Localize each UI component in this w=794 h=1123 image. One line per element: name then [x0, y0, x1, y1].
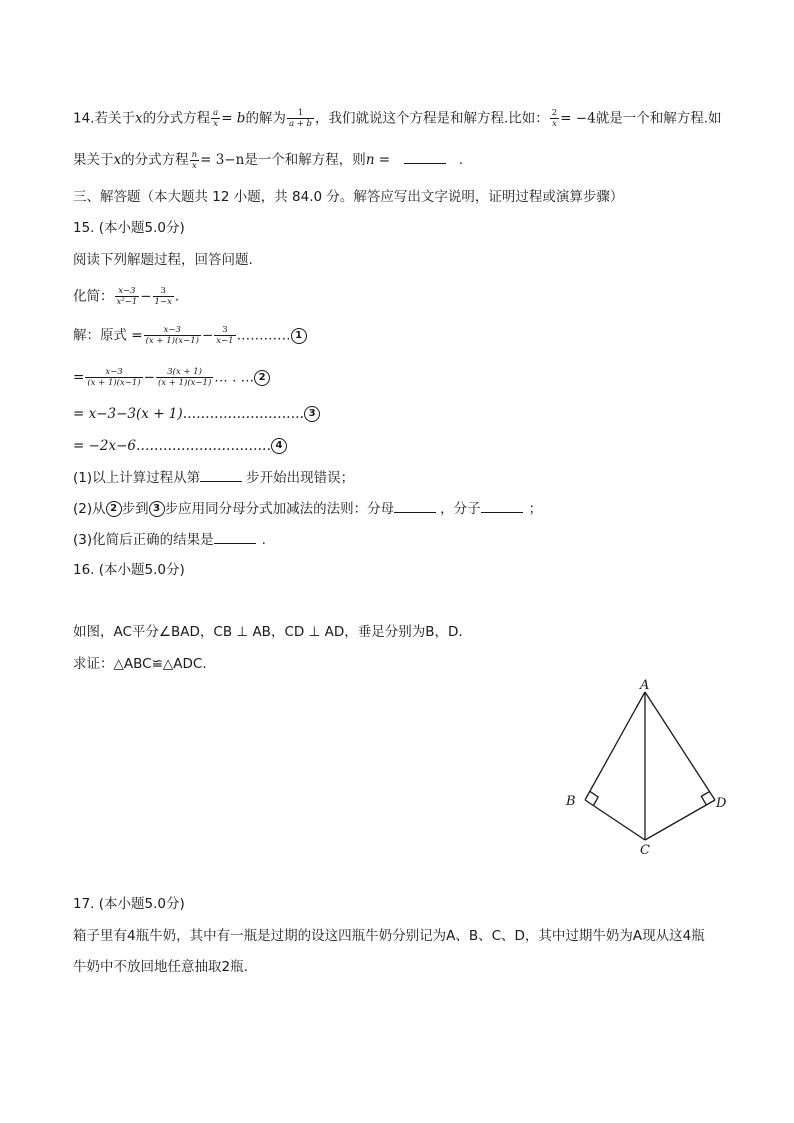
q15-simplify: 化简： $\frac{x-3}{\text{x²−1}}$ − $\frac{3}{1-x}$ . — [73, 286, 180, 307]
q15-step4: = −2x−6………………………… 4 — [73, 436, 287, 456]
q16-given: 如图，AC平分∠BAD，CB ⊥ AB，CD ⊥ AD，垂足分别为B，D. — [73, 624, 463, 640]
q15-question2: (2)从 2 步到 3 步应用同分母分式加减法的法则：分母 ，分子 ； — [73, 498, 542, 519]
step-marker-2: 2 — [254, 370, 270, 386]
q17-line2: 牛奶中不放回地任意抽取2瓶. — [73, 959, 248, 975]
q15-step2: = $\frac{x-3}{(x + 1)(x-1)}$ − $\frac{3(x + 1)}{(x + 1)(x-1)}$ … . … 2 — [73, 367, 270, 388]
fraction-n-over-x: $\frac{n}{x}$ — [191, 149, 198, 171]
vertex-label-b: B — [566, 794, 576, 809]
answer-blank[interactable] — [214, 529, 256, 544]
answer-blank[interactable] — [404, 149, 446, 164]
q16-header: 16. (本小题5.0分) — [73, 562, 185, 578]
q15-question1: (1)以上计算过程从第 步开始出现错误； — [73, 467, 354, 488]
step-marker-3: 3 — [304, 406, 320, 422]
fraction-2-over-x: $\frac{2}{x}$ — [551, 108, 558, 129]
q15-header: 15. (本小题5.0分) — [73, 220, 185, 236]
vertex-label-d: D — [716, 796, 727, 811]
vertex-label-c: C — [640, 843, 650, 858]
vertex-label-a: A — [640, 678, 650, 693]
answer-blank[interactable] — [481, 498, 523, 513]
kite-figure — [555, 676, 745, 861]
answer-blank[interactable] — [394, 498, 436, 513]
fraction-a-over-x: $\frac{a}{x}$ — [213, 108, 219, 129]
q14-line1: 14.若关于x的分式方程 $\frac{a}{x}$ = b的解为 $\frac{1}{a + b}$ ，我们就说这个方程是和解方程.比如： $\frac{2}{x}$ = −4就是一个和解方程.如 — [73, 108, 722, 129]
q15-step3: = x−3−3(x + 1)……………………… 3 — [73, 404, 320, 424]
step-marker-1: 1 — [291, 328, 307, 344]
fraction-1-over-a-plus-b: $\frac{1}{a + b}$ — [288, 108, 312, 129]
section-title: 三、解答题（本大题共 12 小题，共 84.0 分。解答应写出文字说明，证明过程或演算步骤） — [73, 189, 624, 205]
q15-intro: 阅读下列解题过程，回答问题. — [73, 252, 253, 268]
q15-question3: (3)化简后正确的结果是 . — [73, 529, 266, 550]
fraction-3-over-1-x: $\frac{3}{1-x}$ — [154, 286, 172, 307]
answer-blank[interactable] — [200, 467, 242, 482]
q15-step1: 解：原式 = $\frac{x-3}{(x + 1)(x-1)}$ − $\frac{3}{x-1}$ ………… 1 — [73, 325, 307, 346]
step-marker-4: 4 — [271, 438, 287, 454]
q14-line2: 果关于x的分式方程 $\frac{n}{x}$ = 3−n是一个和解方程，则n = . — [73, 149, 464, 171]
q17-header: 17. (本小题5.0分) — [73, 896, 185, 912]
fraction-x-3-over-x2-1: $\frac{x-3}{\text{x²−1}}$ — [116, 286, 138, 307]
q16-prove: 求证：△ABC≌△ADC. — [73, 656, 207, 672]
q17-line1: 箱子里有4瓶牛奶，其中有一瓶是过期的设这四瓶牛奶分别记为A、B、C、D，其中过期牛奶为A现从这4瓶 — [73, 928, 705, 944]
